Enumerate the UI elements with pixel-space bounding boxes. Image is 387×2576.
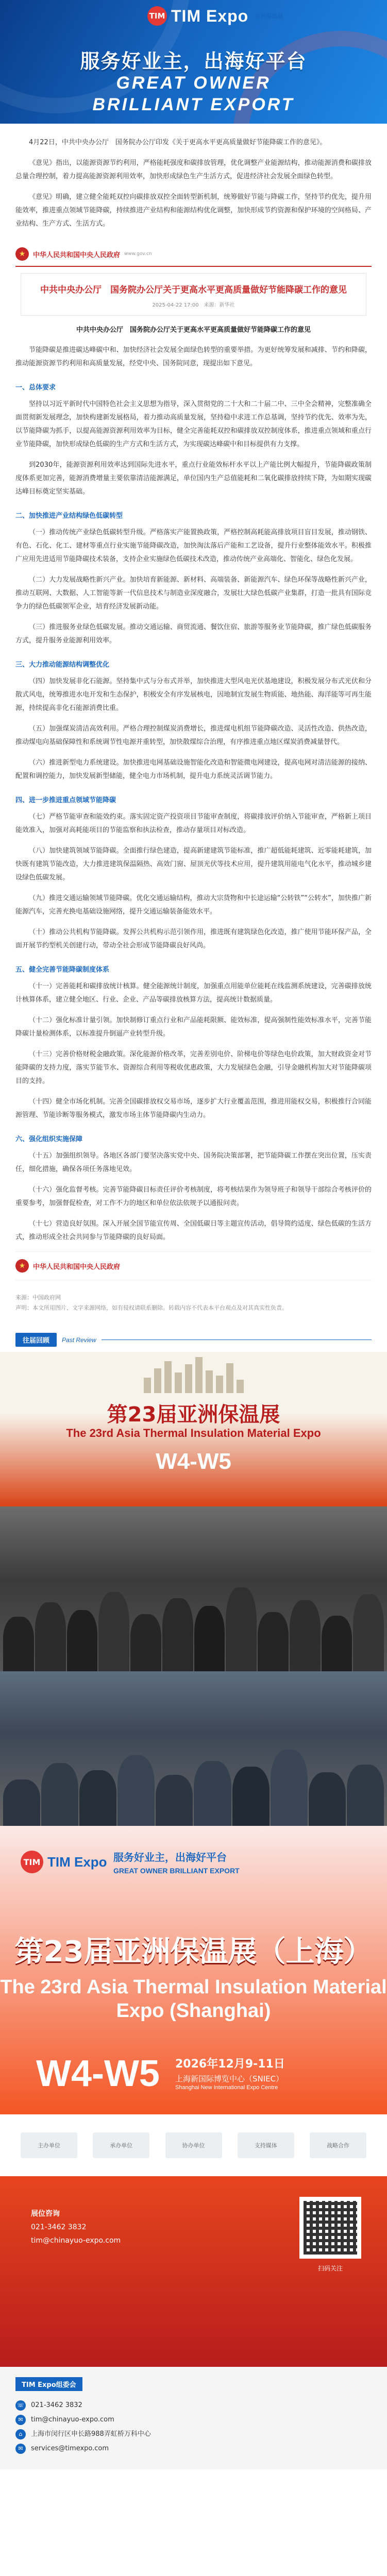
- qr-code-label: 扫码关注: [317, 2265, 343, 2272]
- section-paragraph: （七）严格节能审查和能效约束。落实固定资产投资项目节能审查制度，将碳排放评价纳入节能审查，严格新上项目能效准入，加强对高耗能项目的节能监察和执法检查，推动存量项目对标改造。: [15, 813, 372, 834]
- notice-card: [21, 273, 366, 316]
- section-paragraph: （十四）健全市场化机制。完善全国碳排放权交易市场，逐步扩大行业覆盖范围，推进用能权交易，积极推行合同能源管理、节能诊断等服务模式，激发市场主体节能降碳内生动力。: [15, 1098, 372, 1119]
- brand-name: TIM Expo: [171, 6, 249, 25]
- section-paragraph: （六）推进新型电力系统建设。加快推进电网基础设施智能化改造和智能微电网建设，提高电网对清洁能源的接纳、配置和调控能力，加快发展新型储能，健全电力市场机制，提升电力系统灵活调节能力。: [15, 759, 372, 780]
- intro-paragraph: 《意见》明确，建立健全能耗双控向碳排放双控全面转型新机制，统筹做好节能与降碳工作，坚持节约优先，提升用能效率，推进重点领域节能降碳，持续推进产业结构和能源结构优化调整，加快形成节约资源和保护环境的空间格局、产业结构、生产方式、生活方式。: [15, 193, 372, 228]
- notice-title: 中共中央办公厅 国务院办公厅关于更高水平更高质量做好节能降碳工作的意见: [40, 285, 347, 295]
- hero-slogan: 服务好业主，出海好平台: [80, 50, 307, 73]
- poster-venue: 上海新国际博览中心（SNIEC）: [175, 2074, 284, 2083]
- expo-title-en: The 23rd Asia Thermal Insulation Material Expo: [66, 1427, 321, 1439]
- tim-logo-icon: TIM: [21, 1851, 43, 1873]
- partner-logo: 战略合作: [310, 2132, 366, 2158]
- section-paragraph: （十五）加强组织领导。各地区各部门要坚决落实党中央、国务院决策部署，把节能降碳工作摆在突出位置，压实责任，细化措施，确保各项任务落地见效。: [15, 1152, 372, 1173]
- poster-slogan-en: GREAT OWNER BRILLIANT EXPORT: [113, 1867, 240, 1875]
- past-review-tag: 往届回顾: [15, 1333, 57, 1347]
- contact-row: [15, 2442, 372, 2456]
- expo-banner-photo: [0, 1352, 387, 1506]
- section-paragraph: （十七）营造良好氛围。深入开展全国节能宣传周、全国低碳日等主题宣传活动，倡导简约适度、绿色低碳的生活方式，推动形成全社会共同参与节能降碳的良好局面。: [15, 1220, 372, 1241]
- location-icon: ⌂: [15, 2429, 26, 2439]
- section-paragraph: （八）加快建筑领域节能降碳。全面推行绿色建造，提高新建建筑节能标准，推广超低能耗建筑、近零能耗建筑，加快既有建筑节能改造，大力推进建筑保温隔热、高效门窗、屋顶光伏等技术应用，提升建筑用能电气化水平，推动城乡建设绿色低碳发展。: [15, 847, 372, 882]
- notice-meta: 2025-04-22 17:00 来源：新华社: [152, 302, 235, 308]
- brand-name: TIM Expo: [47, 1854, 107, 1870]
- section-paragraph: （五）加强煤炭清洁高效利用。严格合理控制煤炭消费增长，推进煤电机组节能降碳改造、灵活性改造、供热改造，推动煤电向基础保障性和系统调节性电源并重转型，加快散煤综合治理，有序推进重点地区煤炭消费减量替代。: [15, 725, 372, 746]
- section-paragraph: 坚持以习近平新时代中国特色社会主义思想为指导，深入贯彻党的二十大和二十届二中、三中全会精神，完整准确全面贯彻新发展理念，加快构建新发展格局，着力推动高质量发展，坚持稳中求进工作总基调，坚持节约优先、效率为先，以节能降碳为抓手，以提高能源资源利用效率为目标，健全完善能耗双控和碳排放双控制度体系，推进重点领域和重点行业节能降碳，加快形成绿色低碳的生产方式和生活方式，为实现碳达峰碳中和目标提供有力支撑。: [15, 400, 372, 448]
- contact-text[interactable]: 021-3462 3832: [31, 2401, 82, 2409]
- section-paragraph: （三）推进服务业绿色低碳发展。推动交通运输、商贸流通、餐饮住宿、旅游等服务业节能降碳，推广绿色低碳服务方式，提升服务业能源利用效率。: [15, 623, 372, 645]
- poster-contact-mail: tim@chinayuo-expo.com: [31, 2236, 121, 2245]
- document-sections: [15, 382, 372, 1244]
- intro-paragraph: 《意见》指出，以能源资源节约利用，严格能耗强度和碳排放管理，优化调整产业能源结构，推动能源消费和碳排放总量合理控制，着力提高能源资源利用效率，加快形成绿色生产生活方式，促进经济社会发展全面绿色转型。: [15, 159, 372, 180]
- poster-hall: W4-W5: [36, 2053, 160, 2094]
- partner-logo: 承办单位: [93, 2132, 149, 2158]
- section-heading: [0, 1328, 387, 1352]
- poster-slogan: [113, 1851, 240, 1877]
- national-emblem-icon: ★: [15, 247, 29, 261]
- section-heading: 六、强化组织实施保障: [15, 1136, 83, 1143]
- contact-text[interactable]: services@timexpo.com: [31, 2445, 109, 2452]
- brand-subtitle: 亚洲保温展: [255, 13, 283, 20]
- article-source: [15, 1293, 372, 1313]
- contact-list: [15, 2398, 372, 2456]
- poster-date: 2026年12月9-11日: [175, 2058, 285, 2071]
- header-banner: [0, 0, 387, 124]
- poster-slogan-cn: 服务好业主，出海好平台: [113, 1851, 227, 1863]
- poster-contact: [31, 2207, 121, 2247]
- national-emblem-icon: ★: [15, 1259, 29, 1273]
- contact-row: [15, 2413, 372, 2427]
- gov-site-name: 中华人民共和国中央人民政府: [33, 1263, 121, 1271]
- contact-row: [15, 2427, 372, 2442]
- past-review-tag-en: Past Review: [62, 1336, 96, 1344]
- intro-paragraph: 4月22日，中共中央办公厅 国务院办公厅印发《关于更高水平更高质量做好节能降碳工作的意见》。: [29, 139, 327, 146]
- poster-title-en: The 23rd Asia Thermal Insulation Material Expo (Shanghai): [0, 1976, 387, 2022]
- section-paragraph: （十）推动公共机构节能降碳。发挥公共机构示范引领作用，推进既有建筑绿色化改造，推广使用节能环保产品，全面开展节约型机关创建行动，带动全社会形成节能降碳良好风尚。: [15, 928, 372, 950]
- gov-site-header: [15, 238, 372, 267]
- partner-logo: 协办单位: [165, 2132, 222, 2158]
- section-paragraph: （十三）完善价格财税金融政策。深化能源价格改革，完善差别电价、阶梯电价等绿色电价政策，加大财政资金对节能降碳的支持力度，落实节能节水、资源综合利用等税收优惠政策，大力发展绿色金融，引导金融机构加大对节能降碳项目的支持。: [15, 1050, 372, 1085]
- expo-hall: W4-W5: [156, 1449, 231, 1474]
- mail-icon: ✉: [15, 2415, 26, 2425]
- partner-logo: 支持媒体: [238, 2132, 294, 2158]
- document-title: 中共中央办公厅 国务院办公厅关于更高水平更高质量做好节能降碳工作的意见: [76, 326, 311, 334]
- tim-expo-logo: [21, 1851, 107, 1873]
- contact-text[interactable]: 上海市闵行区申长路988弄虹桥万科中心: [31, 2430, 151, 2438]
- tim-expo-logo: [147, 6, 283, 26]
- section-heading: 三、大力推动能源结构调整优化: [15, 661, 110, 669]
- tim-logo-icon: TIM: [147, 6, 167, 26]
- mail-icon: ✉: [15, 2444, 26, 2454]
- partner-logo: 主办单位: [21, 2132, 77, 2158]
- document-intro: 节能降碳是推进碳达峰碳中和、加快经济社会发展全面绿色转型的重要举措。为更好统筹发展和减排、节约和降碳，推动能源资源节约利用和高质量发展，经党中央、国务院同意，现提出如下意见。: [15, 346, 372, 367]
- gov-site-footer: [15, 1251, 372, 1280]
- organizer-tag: TIM Expo组委会: [15, 2377, 82, 2391]
- crowd-silhouette: [0, 1733, 387, 1826]
- phone-icon: ☏: [15, 2400, 26, 2411]
- contact-text[interactable]: tim@chinayuo-expo.com: [31, 2416, 114, 2424]
- hero-slogan-en-2: BRILLIANT EXPORT: [92, 95, 295, 114]
- section-heading: 五、健全完善节能降碳制度体系: [15, 966, 110, 974]
- section-heading: 一、总体要求: [15, 384, 56, 392]
- expo-crowd-photo: [0, 1506, 387, 1671]
- section-paragraph: （十六）强化监督考核。完善节能降碳目标责任评价考核制度，将考核结果作为领导班子和领导干部综合考核评价的重要参考，加强督促检查，对工作不力的地区和单位依法依规予以通报问责。: [15, 1186, 372, 1207]
- section-heading: 二、加快推进产业结构绿色低碳转型: [15, 512, 123, 520]
- partner-logo-strip: [0, 2114, 387, 2176]
- section-paragraph: （二）大力发展战略性新兴产业。加快培育新能源、新材料、高端装备、新能源汽车、绿色环保等战略性新兴产业，推动互联网、大数据、人工智能等新一代信息技术与制造业深度融合，发展壮大绿色低碳产业集群，打造一批具有国际竞争力的绿色低碳领军企业，培育经济发展新动能。: [15, 576, 372, 611]
- section-paragraph: （四）加快发展非化石能源。坚持集中式与分布式并举，加快推进大型风电光伏基地建设，积极发展分布式光伏和分散式风电，统筹推进水电开发和生态保护，积极安全有序发展核电，因地制宜发展生物质能、地热能、海洋能等可再生能源，持续提高非化石能源消费比重。: [15, 677, 372, 712]
- hero-slogan-en-1: GREAT OWNER: [116, 73, 271, 93]
- past-review-section: [0, 1328, 387, 2367]
- poster-title: 第23届亚洲保温展（上海）: [14, 1935, 373, 1969]
- gov-site-name: 中华人民共和国中央人民政府: [33, 251, 121, 259]
- crowd-silhouette: [0, 1572, 387, 1671]
- expo-booth-photo: [0, 1671, 387, 1826]
- source-label: 来源：中国政府网: [15, 1294, 61, 1301]
- section-paragraph: （十二）强化标准计量引领。加快制修订重点行业和产品能耗限额、能效标准，提高强制性能效标准水平，完善节能降碳计量检测体系，以标准提升倒逼产业转型升级。: [15, 1016, 372, 1038]
- source-disclaimer: 声明：本文所用图片、文字来源网络，如有侵权请联系删除。转载内容不代表本平台观点及对其真实性负责。: [15, 1304, 288, 1311]
- article-body: [0, 124, 387, 1313]
- poster-contact-tel: 021-3462 3832: [31, 2223, 87, 2231]
- qr-code[interactable]: [299, 2197, 361, 2259]
- skyline-graphic: [0, 1357, 387, 1393]
- contact-footer: [0, 2367, 387, 2469]
- section-paragraph: （十一）完善能耗和碳排放统计核算。健全能源统计制度，加强重点用能单位能耗在线监测系统建设，完善碳排放统计核算体系，建立健全地区、行业、企业、产品等碳排放核算方法，提高统计数据质量。: [15, 982, 372, 1004]
- poster-venue-en: Shanghai New International Expo Centre: [175, 2084, 278, 2091]
- expo-title: 第23届亚洲保温展: [107, 1403, 280, 1427]
- poster-contact-label: 展位咨询: [31, 2210, 60, 2218]
- section-heading: 四、进一步推进重点领域节能降碳: [15, 796, 116, 804]
- section-paragraph: 到2030年，能源资源利用效率达到国际先进水平，重点行业能效标杆水平以上产能比例大幅提升，节能降碳政策制度体系更加完善，能源消费增量主要依靠清洁能源满足，单位国内生产总值能耗和二氧化碳排放持续下降，为如期实现碳达峰目标奠定坚实基础。: [15, 461, 372, 496]
- section-paragraph: （一）推动传统产业绿色低碳转型升级。严格落实产能置换政策，严格控制高耗能高排放项目盲目发展，推动钢铁、有色、石化、化工、建材等重点行业实施节能降碳改造，加快淘汰落后产能和工艺设备，提升行业整体能效水平。积极推广应用先进适用节能降碳技术装备，支持企业实施绿色低碳技术改造，推动传统产业高端化、智能化、绿色化发展。: [15, 529, 372, 563]
- section-paragraph: （九）推进交通运输领域节能降碳。优化交通运输结构，推动大宗货物和中长途运输“公转铁”“公转水”，加快推广新能源汽车，完善充换电基础设施网络，提升交通运输装备能效水平。: [15, 894, 372, 916]
- expo-poster: [0, 1826, 387, 2367]
- contact-row: [15, 2398, 372, 2413]
- gov-site-url: www.gov.cn: [124, 251, 152, 257]
